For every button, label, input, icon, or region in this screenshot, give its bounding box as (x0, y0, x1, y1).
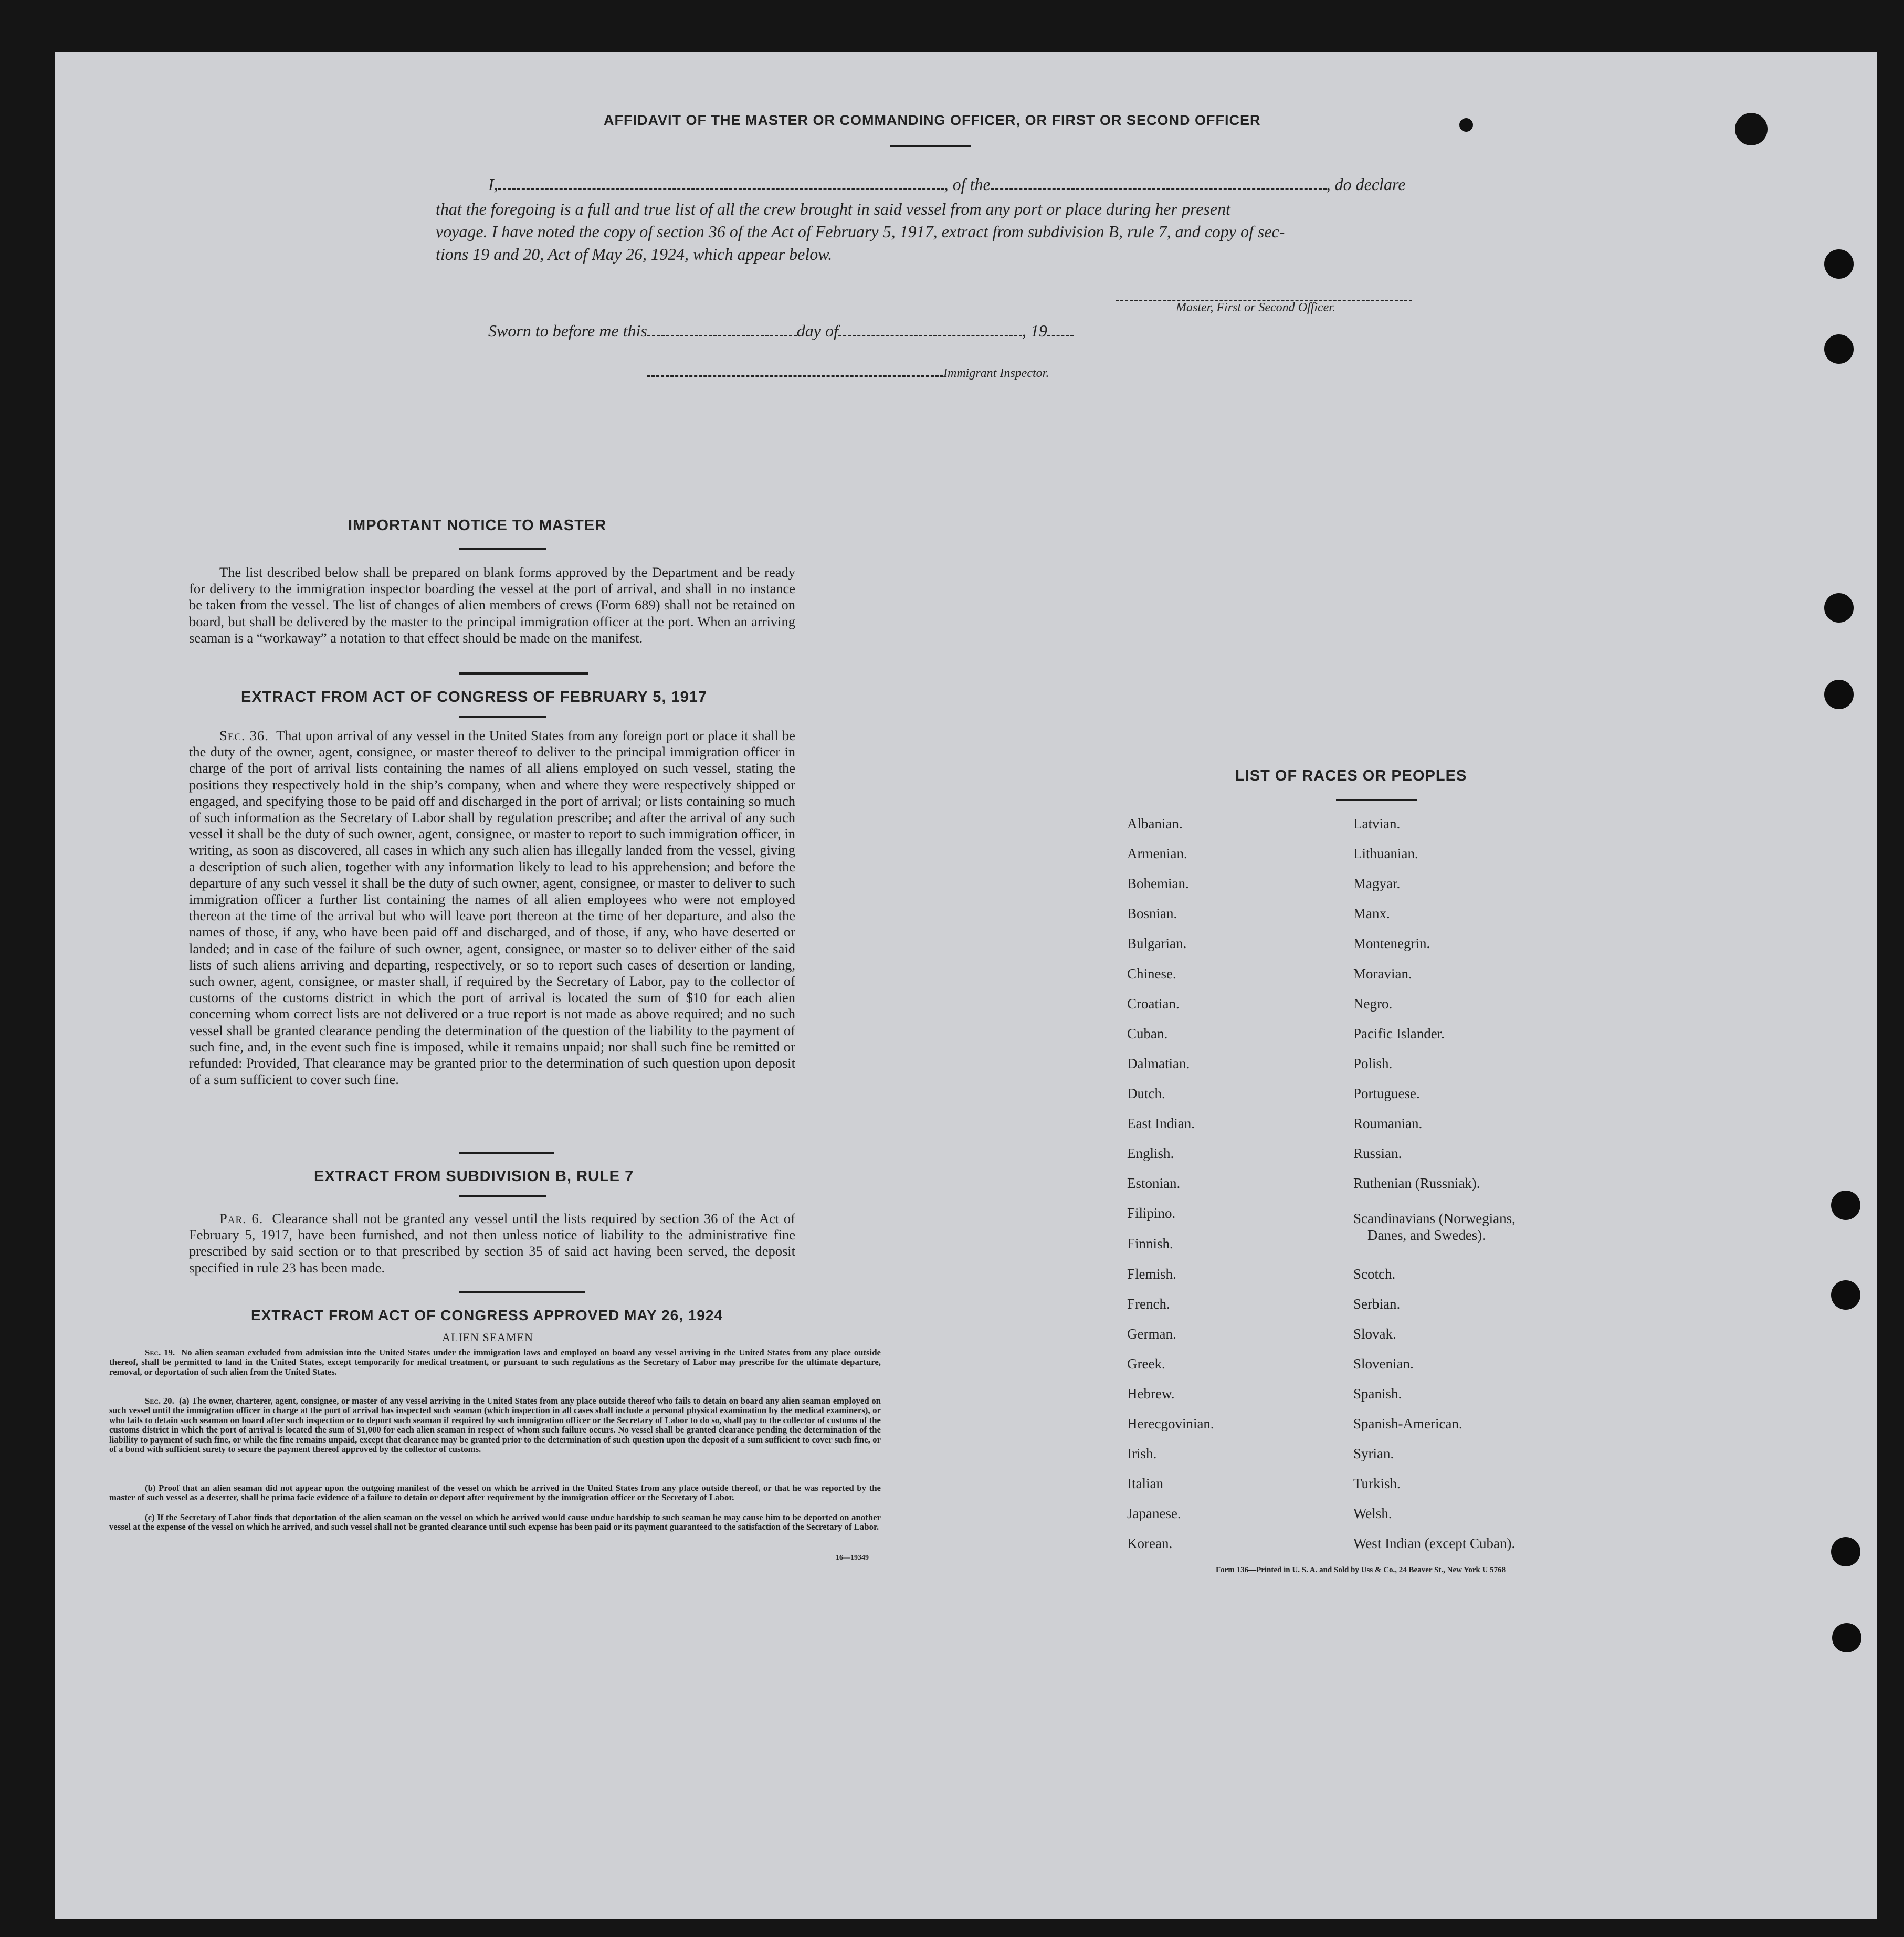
par-6-text: Clearance shall not be granted any vessel until the lists required by section 36 of the Act of February 5, 1917, have been furnished, and not then unless notice of liability to the administrative fine prescribed by said section or to that prescribed by section 35 of said act having been served, the deposit specified in rule 23 has been made. (189, 1210, 795, 1276)
declarant-label: I, (488, 175, 498, 194)
race-item: Polish. (1353, 1055, 1393, 1071)
race-item: Spanish-American. (1353, 1416, 1463, 1431)
day-of-label: day of (796, 321, 838, 340)
declaration-line-4: tions 19 and 20, Act of May 26, 1924, which appear below. (436, 245, 833, 264)
race-item: Dutch. (1127, 1085, 1165, 1101)
race-item: West Indian (except Cuban). (1353, 1535, 1516, 1552)
punch-hole (1832, 1623, 1861, 1652)
notice-heading: IMPORTANT NOTICE TO MASTER (348, 517, 607, 534)
race-item: Manx. (1353, 906, 1390, 922)
sec-20c-text: (c) If the Secretary of Labor finds that deportation of the alien seaman on the vessel on which he arrived would cause undue hardship to such seaman he may cause him to be deported on another vessel at the expense of the vessel on which he arrived, and such vessel shall not be granted clearance until such expense has been paid or its payment guaranteed to the satisfaction of the Secretary of Labor. (109, 1512, 881, 1532)
race-item: Bohemian. (1127, 876, 1189, 892)
race-item: Welsh. (1353, 1506, 1392, 1522)
declaration-line-2: that the foregoing is a full and true list of all the crew brought in said vessel from any port or place during her present (436, 199, 1230, 218)
race-item: Bulgarian. (1127, 935, 1187, 952)
race-item: Portuguese. (1353, 1085, 1420, 1101)
declaration-line-3: voyage. I have noted the copy of section 36 of the Act of February 5, 1917, extract from subdivision B, rule 7, and copy of sec- (436, 222, 1285, 241)
race-item: East Indian. (1127, 1115, 1195, 1131)
race-item: Serbian. (1353, 1296, 1401, 1312)
par-6-lead: Par. 6. (219, 1210, 264, 1226)
punch-hole (1824, 680, 1854, 709)
ink-blot (1459, 118, 1473, 132)
vessel-name-field[interactable] (991, 177, 1327, 190)
race-item: Albanian. (1127, 816, 1183, 831)
race-item: Lithuanian. (1353, 846, 1418, 862)
race-item: Magyar. (1353, 876, 1401, 892)
race-item: Slovak. (1353, 1325, 1396, 1342)
punch-hole (1824, 593, 1854, 623)
race-item: Flemish. (1127, 1266, 1176, 1282)
sworn-month-field[interactable] (838, 323, 1022, 336)
section-divider (459, 672, 588, 675)
declaration-line-1 (488, 175, 1405, 194)
punch-hole (1831, 1280, 1860, 1310)
extract-1917-heading: EXTRACT FROM ACT OF CONGRESS OF FEBRUARY 5, 1917 (241, 689, 708, 706)
section-divider (459, 1291, 585, 1293)
race-item: Pacific Islander. (1353, 1025, 1445, 1041)
race-item: Syrian. (1353, 1446, 1394, 1462)
rule-7-heading: EXTRACT FROM SUBDIVISION B, RULE 7 (314, 1168, 634, 1185)
vessel-label: , of the (944, 175, 991, 194)
race-item: Moravian. (1353, 965, 1412, 982)
race-item: Slovenian. (1353, 1355, 1414, 1372)
rule-7-rule (459, 1195, 546, 1197)
sec-20a-text: Sec. 20. (a) The owner, charterer, agent, consignee, or master of any vessel arriving in the United States from any place outside thereof who fails to detain on board any alien seaman employed on such vessel until the immigration officer in charge at the port of arrival has inspected such seaman (which inspection in all cases shall include a personal physical examination by the medical examiners), or who fails to detain such seaman on board after such inspection or to deport such seaman if required by such immigration officer or the Secretary of Labor to do so, shall pay to the collector of customs of the customs district in which the port of arrival is located the sum of $1,000 for each alien seaman in respect of whom such failure occurs. No vessel shall be granted clearance pending the determination of the liability to payment of such fine, or while the fine remains unpaid, except that clearance may be granted prior to the determination of such question upon the deposit of a sum sufficient to cover such fine, or of a bond with sufficient surety to secure the payment thereof approved by the collector of customs. (109, 1396, 881, 1455)
race-item: Greek. (1127, 1355, 1165, 1372)
punch-hole (1831, 1537, 1860, 1566)
form-number: 16—19349 (836, 1554, 869, 1562)
race-item: Scandinavians (Norwegians, (1353, 1210, 1516, 1226)
race-item: Ruthenian (Russniak). (1353, 1175, 1480, 1192)
race-item: Bosnian. (1127, 906, 1177, 922)
rule-7-body (189, 1210, 795, 1276)
race-item: Scotch. (1353, 1266, 1396, 1282)
sec-19-text: Sec. 19. No alien seaman excluded from admission into the United States under the immigration laws and employed on board any vessel arriving in the United States from any place outside thereof, shall be permitted to land in the United States, except temporarily for medical treatment, or pursuant to such regulations as the Secretary of Labor may prescribe for the ultimate departure, removal, or deportation of such alien from the United States. (109, 1348, 881, 1377)
race-item: Russian. (1353, 1145, 1402, 1162)
race-item: Dalmatian. (1127, 1055, 1190, 1071)
declarant-name-field[interactable] (498, 177, 944, 190)
alien-seamen-subheading: ALIEN SEAMEN (442, 1331, 533, 1344)
race-item: Italian (1127, 1476, 1163, 1492)
master-caption: Master, First or Second Officer. (1176, 301, 1335, 314)
race-item: Herecgovinian. (1127, 1416, 1214, 1431)
affidavit-title: AFFIDAVIT OF THE MASTER OR COMMANDING OFFICER, OR FIRST OR SECOND OFFICER (604, 112, 1261, 128)
race-item: German. (1127, 1325, 1176, 1342)
race-item: Spanish. (1353, 1385, 1402, 1402)
sworn-label: Sworn to before me this (488, 321, 647, 340)
extract-1917-body (189, 728, 795, 1088)
race-item: Chinese. (1127, 965, 1176, 982)
race-item: Danes, and Swedes). (1367, 1227, 1486, 1243)
race-item: Armenian. (1127, 846, 1187, 862)
printer-note: Form 136—Printed in U. S. A. and Sold by Uss & Co., 24 Beaver St., New York U 5768 (1216, 1566, 1506, 1574)
year-label: , 19 (1022, 321, 1047, 340)
race-item: French. (1127, 1296, 1170, 1312)
punch-hole (1824, 249, 1854, 279)
race-item: Hebrew. (1127, 1385, 1175, 1402)
race-item: Roumanian. (1353, 1115, 1423, 1131)
extract-1917-rule (459, 716, 546, 718)
race-item: Finnish. (1127, 1236, 1173, 1252)
race-item: Croatian. (1127, 995, 1180, 1012)
sworn-day-field[interactable] (647, 323, 797, 336)
inspector-signature-field[interactable] (647, 364, 943, 377)
races-heading: LIST OF RACES OR PEOPLES (1235, 767, 1467, 784)
notice-body: The list described below shall be prepared on blank forms approved by the Department and be ready for delivery to the immigration inspector boarding the vessel at the port of arrival, and shall in no instance be taken from the vessel. The list of changes of alien members of crews (Form 689) shall not be retained on board, but shall be delivered by the master to the principal immigration officer at the port. When an arriving seaman is a “workaway” a notation to that effect should be made on the manifest. (189, 564, 795, 646)
race-item: Turkish. (1353, 1476, 1401, 1492)
title-rule (890, 145, 971, 147)
race-item: Montenegrin. (1353, 935, 1430, 952)
inspector-caption: Immigrant Inspector. (943, 366, 1049, 380)
sec-36-text: That upon arrival of any vessel in the United States from any foreign port or place it shall be the duty of the owner, agent, consignee, or master thereof to deliver to the principal immigration officer in charge of the port of arrival lists containing the names of all aliens employed on such vessel, stating the positions they respectively hold in the ship’s company, when and where they were respectively shipped or engaged, and specifying those to be paid off and discharged in the port of arrival; or lists containing so much of such information as the Secretary of Labor shall by regulation prescribe; and after the arrival of any such vessel it shall be the duty of such owner, agent, consignee, or master to report to such immigration officer, in writing, as soon as discovered, all cases in which any such alien has illegally landed from the vessel, giving a description of such alien, together with any information likely to lead to his apprehension; and before the departure of any such vessel it shall be the duty of such owner, agent, consignee, or master to deliver to such immigration officer a further list containing the names of all alien employees who were not employed thereon at the time of the arrival but who will leave port thereon at the time of her departure, and also the names of those, if any, who have been paid off and discharged, and of those, if any, who have deserted or landed; and in case of the failure of such owner, agent, consignee, or master so to deliver either of the said lists of such aliens arriving and departing, respectively, or so to report such cases of desertion or landing, such owner, agent, consignee, or master shall, if required by the Secretary of Labor, pay to the collector of customs of the customs district in which the port of arrival is located the sum of $10 for each alien concerning whom correct lists are not delivered or a true report is not made as above required; and no such vessel shall be granted clearance pending the determination of the question of the liability to the payment of such fine, and, in the event such fine is imposed, while it remains unpaid; nor shall such fine be remitted or refunded: Provided, That clearance may be granted prior to the determination of such question upon deposit of a sum sufficient to cover such fine. (189, 728, 795, 1088)
section-divider (459, 1152, 554, 1154)
declare-label: , do declare (1326, 175, 1406, 194)
race-item: Japanese. (1127, 1506, 1181, 1522)
race-item: Filipino. (1127, 1205, 1176, 1222)
notice-rule (459, 548, 546, 550)
race-item: Cuban. (1127, 1025, 1168, 1041)
inspector-line (647, 364, 1049, 381)
race-item: Estonian. (1127, 1175, 1181, 1192)
race-item: Latvian. (1353, 816, 1401, 831)
race-item: Negro. (1353, 995, 1393, 1012)
sworn-year-field[interactable] (1047, 323, 1074, 336)
extract-1924-heading: EXTRACT FROM ACT OF CONGRESS APPROVED MAY 26, 1924 (251, 1307, 723, 1323)
race-item: English. (1127, 1145, 1174, 1162)
sworn-line (488, 321, 1074, 341)
punch-hole (1831, 1191, 1860, 1220)
sec-20b-text: (b) Proof that an alien seaman did not appear upon the outgoing manifest of the vessel on which he arrived in the United States from any place outside thereof, or that he was reported by the master of such vessel as a deserter, shall be prima facie evidence of a failure to detain or deport after requirement by the immigration officer or the Secretary of Labor. (109, 1483, 881, 1503)
races-rule (1336, 799, 1417, 801)
punch-hole (1824, 334, 1854, 364)
ink-blot (1735, 113, 1768, 145)
race-item: Korean. (1127, 1535, 1173, 1552)
race-item: Irish. (1127, 1446, 1157, 1462)
sec-36-lead: Sec. 36. (219, 728, 269, 743)
